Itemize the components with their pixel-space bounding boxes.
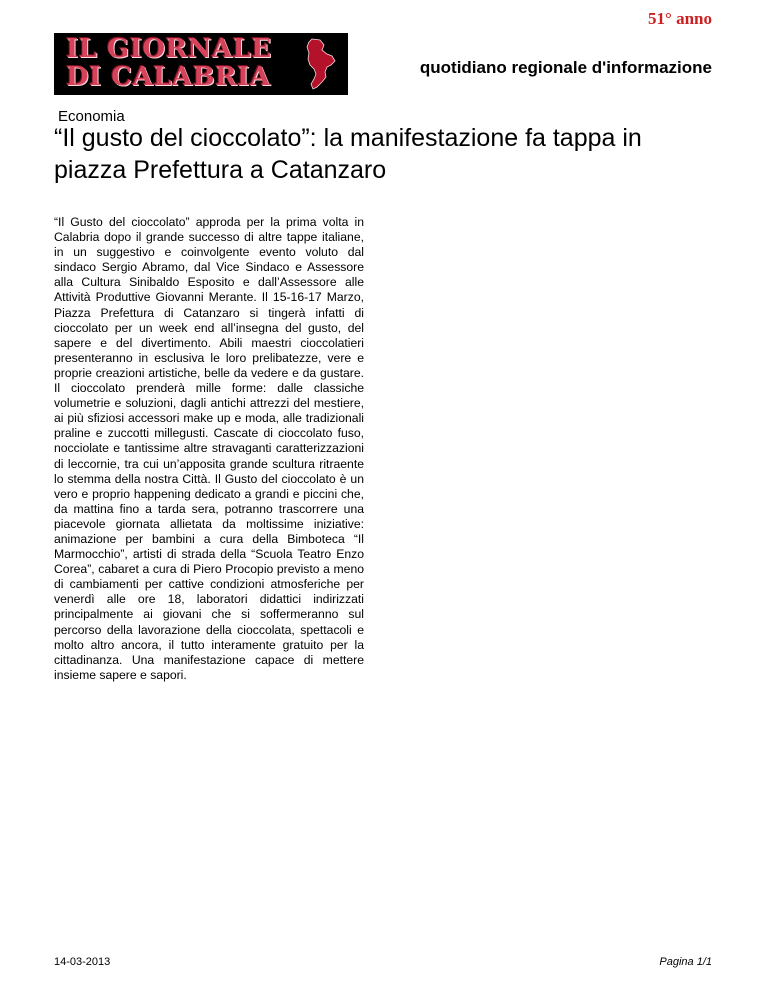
- section-label: Economia: [58, 108, 125, 125]
- newspaper-logo: [54, 33, 348, 95]
- footer-page-number: Pagina 1/1: [659, 956, 712, 968]
- logo-text-line1: IL GIORNALE: [66, 34, 272, 64]
- article-title: “Il gusto del cioccolato”: la manifestazione fa tappa in piazza Prefettura a Catanzaro: [54, 124, 642, 184]
- newspaper-tagline: quotidiano regionale d'informazione: [419, 58, 712, 77]
- footer-date: 14-03-2013: [54, 956, 111, 968]
- logo-text-line2: DI CALABRIA: [66, 62, 271, 92]
- article-body: “Il Gusto del cioccolato” approda per la prima volta in Calabria dopo il grande successo di altre tappe italiane, in un suggestivo e coinvolgente evento voluto dal sindaco Sergio Abramo, dal Vice Sindaco e Assessore alla Cultura Sinibaldo Esposito e dall’Assessore alle Attività Produttive Giovanni Merante. Il 15-16-17 Marzo, Piazza Prefettura di Catanzaro si tingerà infatti di cioccolato per un week end all’insegna del gusto, del sapere e del divertimento. Abili maestri cioccolatieri presenteranno in esclusiva le loro prelibatezze, vere e proprie creazioni artistiche, belle da vedere e da gustare. Il cioccolato prenderà mille forme: dalle classiche volumetrie e soluzioni, dagli antichi attrezzi del mestiere, ai più sfiziosi accessori make up e moda, alle tradizionali praline e zuccotti millegusti. Cascate di cioccolato fuso, nocciolate e tantissime altre stravaganti caratterizzazioni di leccornie, tra cui un’apposita grande scultura ritraente lo stemma della nostra Città. Il Gusto del cioccolato è un vero e proprio happening dedicato a grandi e piccini che, da mattina fino a tarda sera, potranno trascorrere una piacevole giornata allietata da moltissime iniziative: animazione per bambini a cura della Bimboteca “Il Marmocchio”, artisti di strada della “Scuola Teatro Enzo Corea”, cabaret a cura di Piero Procopio previsto a meno di cambiamenti per cattive condizioni atmosferiche per venerdì alle ore 18, laboratori didattici indirizzati principalmente ai giovani che si soffermeranno sul percorso della lavorazione della cioccolata, spettacoli e molto altro ancora, il tutto interamente gratuito per la cittadinanza. Una manifestazione capace di mettere insieme sapere e sapori.: [54, 215, 364, 682]
- calabria-map-icon: [302, 37, 342, 91]
- edition-label: 51° anno: [648, 9, 712, 28]
